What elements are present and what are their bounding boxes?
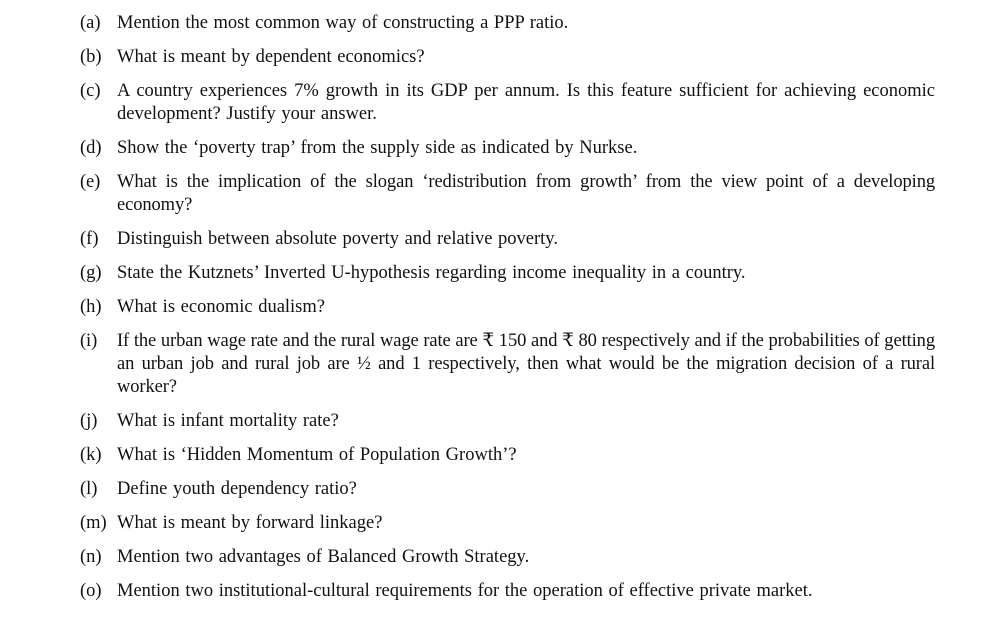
question-label: (m)	[80, 513, 107, 533]
question-text: Mention two institutional-cultural requirements for the operation of effective private market.	[117, 581, 813, 601]
cropped-previous-line	[150, 0, 380, 3]
question-text: What is meant by forward linkage?	[117, 513, 383, 533]
question-a	[80, 12, 935, 35]
question-label: (n)	[80, 547, 102, 567]
question-m	[80, 512, 935, 535]
question-text: What is ‘Hidden Momentum of Population Growth’?	[117, 445, 517, 465]
question-text: Show the ‘poverty trap’ from the supply side as indicated by Nurkse.	[117, 138, 638, 158]
question-label: (c)	[80, 81, 101, 101]
question-l	[80, 478, 935, 501]
question-label: (b)	[80, 47, 102, 67]
question-j	[80, 410, 935, 433]
question-e	[80, 171, 935, 217]
question-label: (i)	[80, 331, 98, 351]
question-label: (j)	[80, 411, 98, 431]
question-c	[80, 80, 935, 126]
question-k	[80, 444, 935, 467]
question-label: (h)	[80, 297, 102, 317]
question-i	[80, 330, 935, 399]
question-text: Mention the most common way of constructing a PPP ratio.	[117, 13, 569, 33]
question-label: (a)	[80, 13, 101, 33]
question-text: What is the implication of the slogan ‘redistribution from growth’ from the view point of a developing economy?	[117, 172, 935, 215]
question-label: (l)	[80, 479, 98, 499]
question-label: (k)	[80, 445, 102, 465]
question-text: What is economic dualism?	[117, 297, 325, 317]
question-label: (e)	[80, 172, 101, 192]
question-label: (d)	[80, 138, 102, 158]
question-text: What is infant mortality rate?	[117, 411, 339, 431]
question-text: If the urban wage rate and the rural wage rate are ₹ 150 and ₹ 80 respectively and if the probabilities of getting an urban job and rural job are ½ and 1 respectively, then what would be the migration decision of a rural worker?	[117, 331, 935, 397]
question-text: Mention two advantages of Balanced Growth Strategy.	[117, 547, 530, 567]
question-label: (f)	[80, 229, 99, 249]
question-text: State the Kutznets’ Inverted U-hypothesis regarding income inequality in a country.	[117, 263, 746, 283]
question-text: Distinguish between absolute poverty and relative poverty.	[117, 229, 558, 249]
question-n	[80, 546, 935, 569]
question-f	[80, 228, 935, 251]
question-g	[80, 262, 935, 285]
question-text: A country experiences 7% growth in its GDP per annum. Is this feature sufficient for achieving economic development? Justify your answer.	[117, 81, 935, 124]
question-list	[80, 12, 935, 603]
question-d	[80, 137, 935, 160]
question-h	[80, 296, 935, 319]
question-o	[80, 580, 935, 603]
question-b	[80, 46, 935, 69]
question-label: (o)	[80, 581, 102, 601]
question-label: (g)	[80, 263, 102, 283]
question-text: Define youth dependency ratio?	[117, 479, 357, 499]
question-text: What is meant by dependent economics?	[117, 47, 425, 67]
